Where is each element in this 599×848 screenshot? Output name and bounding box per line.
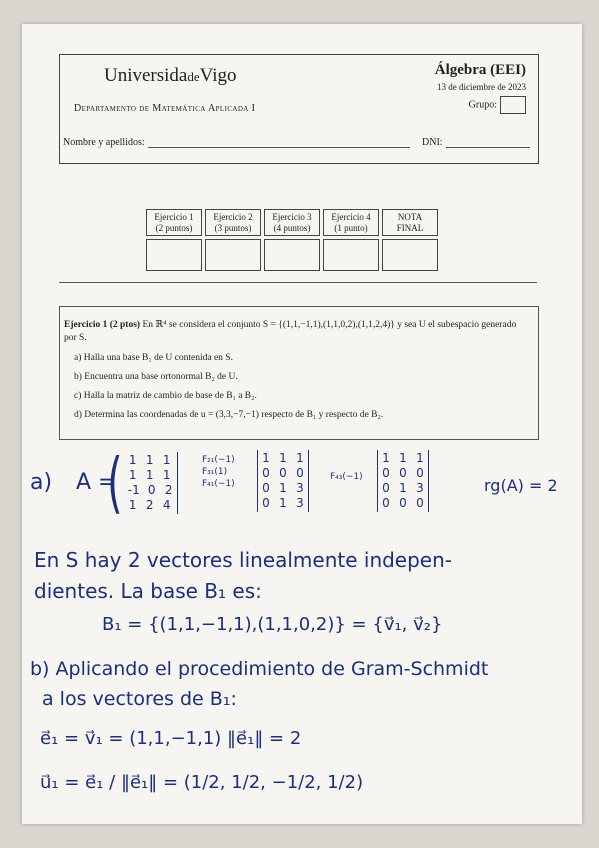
hw-line-5: a los vectores de B₁: <box>42 688 237 710</box>
grade-header-ex3: Ejercicio 3 (4 puntos) <box>264 209 320 236</box>
exercise-text: En ℝ⁴ se considera el conjunto S = {(1,1,−1,1),(1,1,0,2),(1,1,2,4)} y sea U el subespacio generado por S. <box>64 320 517 343</box>
grades-table <box>143 206 441 274</box>
hw-row-ops-2: F₄₃(−1) <box>330 472 363 482</box>
grade-cell-ex1[interactable] <box>146 239 202 271</box>
exam-date: 13 de diciembre de 2023 <box>437 82 526 92</box>
hw-line-1: En S hay 2 vectores linealmente indepen- <box>34 548 453 572</box>
group-field <box>469 96 526 114</box>
exercise-title: Ejercicio 1 (2 ptos) <box>64 320 141 330</box>
university-logo <box>104 65 237 87</box>
grade-header-ex2: Ejercicio 2 (3 puntos) <box>205 209 261 236</box>
group-label: Grupo: <box>468 99 497 111</box>
grade-cell-ex3[interactable] <box>264 239 320 271</box>
grades-header-row <box>146 209 438 236</box>
hw-matrix-bar <box>177 452 178 514</box>
hw-line-6: e⃗₁ = v⃗₁ = (1,1,−1,1) ‖e⃗₁‖ = 2 <box>40 728 302 749</box>
hw-matrix-a-eq: A = <box>76 470 117 495</box>
hw-line-7: u⃗₁ = e⃗₁ / ‖e⃗₁‖ = (1/2, 1/2, −1/2, 1/2) <box>40 772 364 793</box>
exercise-item-d: d) Determina las coordenadas de u = (3,3,−7,−1) respecto de B₁ y respecto de B₂. <box>74 410 384 420</box>
grade-header-ex4: Ejercicio 4 (1 punto) <box>323 209 379 236</box>
hw-matrix-1: ( 1 1 1 1 1 1 -1 0 2 1 2 4 <box>102 450 181 516</box>
hw-line-3: B₁ = {(1,1,−1,1),(1,1,0,2)} = {v⃗₁, v⃗₂} <box>102 614 443 635</box>
name-line[interactable] <box>148 147 410 148</box>
exercise-item-a: a) Halla una base B₁ de U contenida en S. <box>74 353 233 363</box>
hw-matrix-2: 1 1 1 0 0 0 0 1 3 0 1 3 <box>254 450 312 512</box>
exam-header <box>59 54 539 164</box>
exam-sheet <box>22 24 582 824</box>
grade-cell-ex2[interactable] <box>205 239 261 271</box>
hw-bracket-open: ( <box>107 444 123 521</box>
grade-header-ex1: Ejercicio 1 (2 puntos) <box>146 209 202 236</box>
grades-score-row <box>146 239 438 271</box>
group-box[interactable] <box>500 96 526 114</box>
name-field <box>63 137 410 148</box>
course-title: Álgebra (EEI) <box>434 62 526 78</box>
exercise-item-b: b) Encuentra una base ortonormal B₂ de U. <box>74 372 238 382</box>
hw-matrix-3: 1 1 1 0 0 0 0 1 3 0 0 0 <box>374 450 432 512</box>
grade-header-final: NOTA FINAL <box>382 209 438 236</box>
hw-line-2: dientes. La base B₁ es: <box>34 579 262 603</box>
name-label: Nombre y apellidos: <box>63 137 145 148</box>
dni-line[interactable] <box>446 147 530 148</box>
logo-text-b: Vigo <box>199 65 237 86</box>
exercise-item-c: c) Halla la matriz de cambio de base de B₁ a B₂. <box>74 391 257 401</box>
hw-row-ops-1: F₂₁(−1) F₃₁(1) F₄₁(−1) <box>202 455 235 489</box>
hw-line-4: b) Aplicando el procedimiento de Gram-Schmidt <box>30 658 489 680</box>
logo-text-de: de <box>187 69 200 84</box>
section-divider <box>59 282 537 283</box>
exercise-statement <box>64 319 530 345</box>
grade-cell-ex4[interactable] <box>323 239 379 271</box>
logo-text-a: Universida <box>104 65 188 86</box>
dni-label: DNI: <box>422 137 443 148</box>
hw-part-a-label: a) <box>30 470 53 495</box>
grade-cell-final[interactable] <box>382 239 438 271</box>
dni-field <box>422 137 530 148</box>
exercise-box <box>59 306 539 440</box>
hw-rank: rg(A) = 2 <box>484 476 558 495</box>
department-name: Departamento de Matemática Aplicada I <box>74 103 256 114</box>
